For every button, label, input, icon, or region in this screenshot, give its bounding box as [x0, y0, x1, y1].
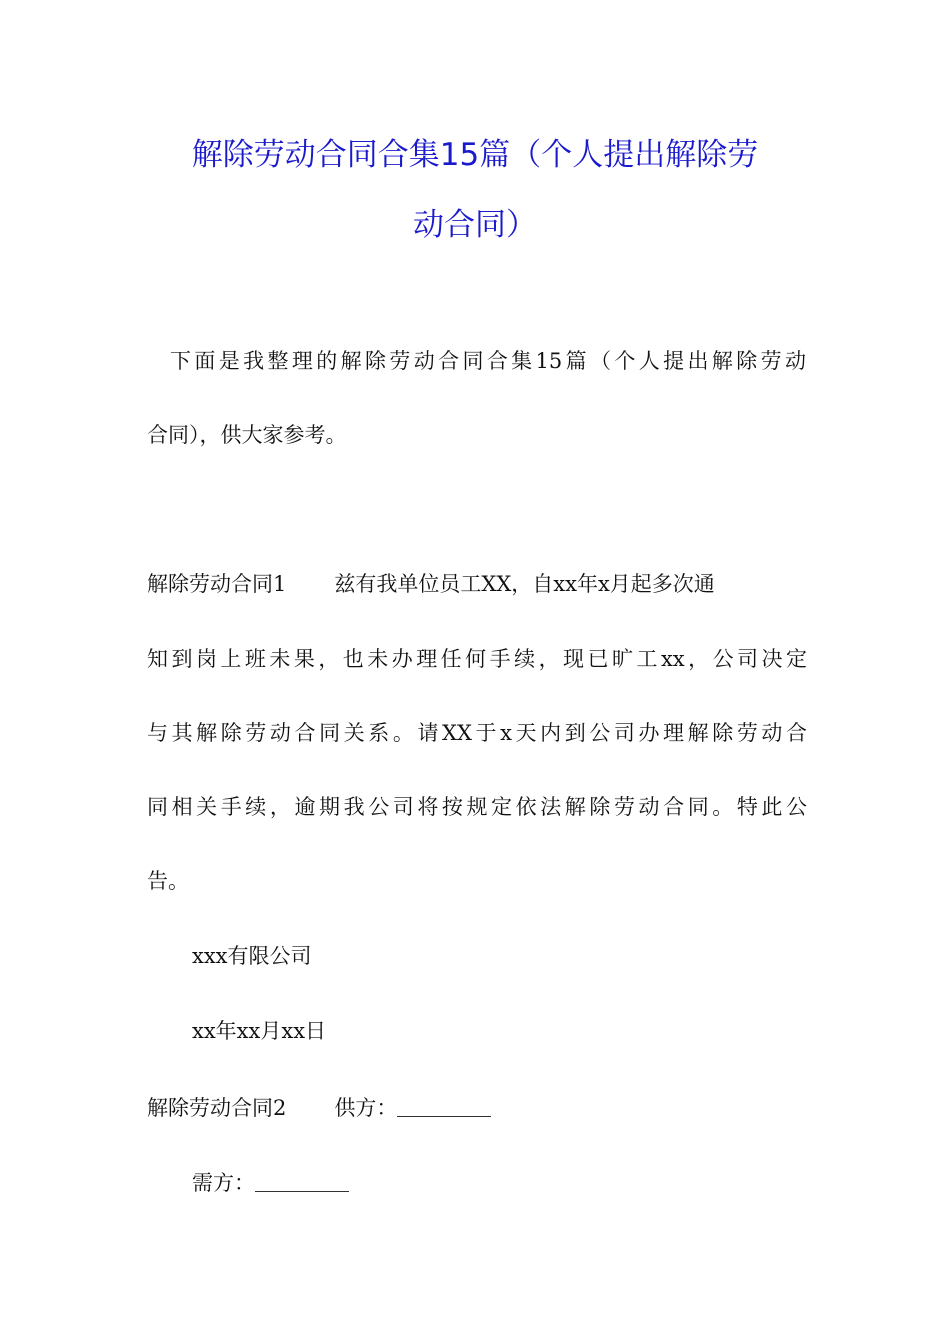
supplier-blank-line	[397, 1094, 491, 1117]
section-2-first-line	[147, 1093, 807, 1123]
buyer-label: 需方：	[192, 1171, 255, 1195]
section-1-heading: 解除劳动合同1	[147, 572, 287, 596]
date-line: xx年xx月xx日	[192, 1019, 327, 1043]
section-1-line-2: 知到岗上班未果，也未办理任何手续，现已旷工xx，公司决定	[147, 647, 807, 671]
supplier-label: 供方：	[334, 1096, 398, 1120]
intro-line-1: 下面是我整理的解除劳动合同合集15篇（个人提出解除劳动	[170, 349, 806, 373]
section-1-line-5: 告。	[147, 869, 189, 893]
section-1-line-4: 同相关手续，逾期我公司将按规定依法解除劳动合同。特此公	[147, 795, 807, 819]
section-2-heading: 解除劳动合同2	[147, 1096, 287, 1120]
section-1-first-line	[147, 569, 807, 599]
buyer-blank-line	[255, 1169, 349, 1192]
document-title-line-1: 解除劳动合同合集15篇（个人提出解除劳	[191, 137, 759, 173]
document-title-line-2: 动合同）	[413, 207, 537, 243]
section-1-line-3: 与其解除劳动合同关系。请XX于x天内到公司办理解除劳动合	[147, 721, 807, 745]
section-1-line-1: 兹有我单位员工XX，自xx年x月起多次通	[334, 572, 715, 596]
company-name: xxx有限公司	[192, 944, 312, 968]
intro-line-2: 合同），供大家参考。	[147, 423, 347, 447]
buyer-line	[192, 1168, 852, 1198]
